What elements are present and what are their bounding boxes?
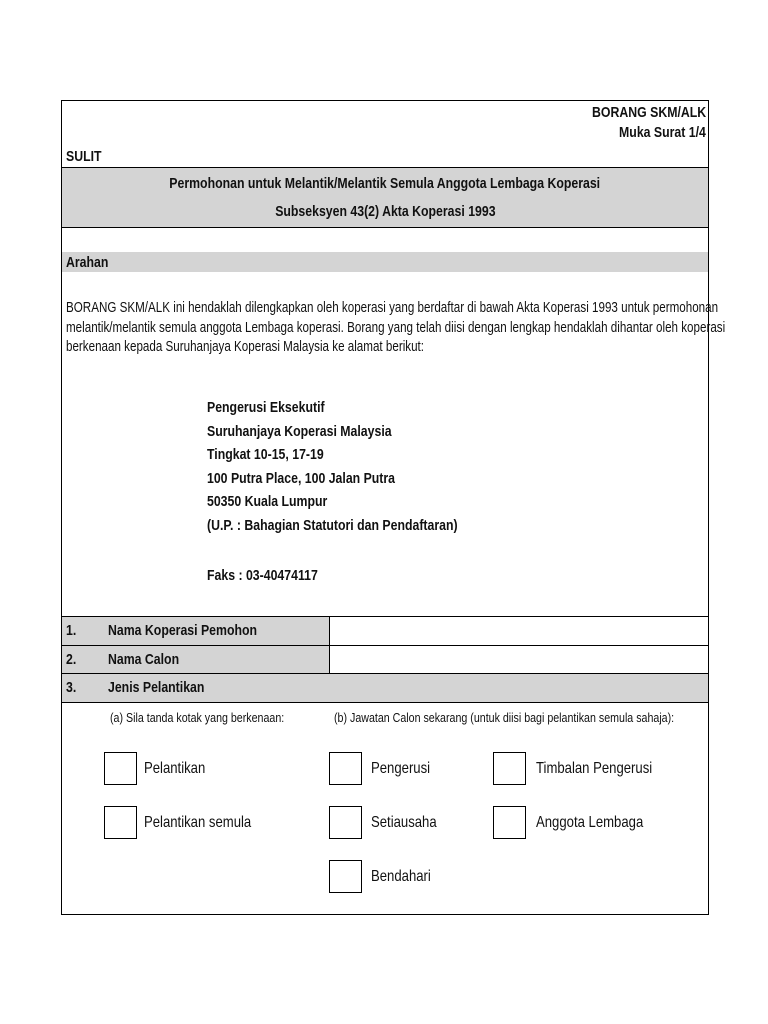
- checkbox-pelantikan-semula[interactable]: [104, 806, 137, 839]
- row-divider: [61, 673, 709, 674]
- fax-number: Faks : 03-40474117: [207, 567, 318, 584]
- row-divider: [61, 702, 709, 703]
- classification-label: SULIT: [66, 148, 102, 165]
- field-label-cell: [62, 646, 329, 674]
- instructions-line: berkenaan kepada Suruhanjaya Koperasi Malaysia ke alamat berikut:: [66, 338, 425, 355]
- checkbox-label: Anggota Lembaga: [536, 814, 644, 831]
- field-label: Nama Koperasi Pemohon: [108, 622, 258, 639]
- checkbox-label: Pelantikan: [144, 760, 206, 777]
- checkbox-pelantikan[interactable]: [104, 752, 137, 785]
- checkbox-setiausaha[interactable]: [329, 806, 362, 839]
- column-divider: [329, 616, 330, 674]
- checkbox-bendahari[interactable]: [329, 860, 362, 893]
- field-label: Nama Calon: [108, 651, 180, 668]
- field-label: Jenis Pelantikan: [108, 679, 205, 696]
- checkbox-label: Bendahari: [371, 868, 431, 885]
- address-line: (U.P. : Bahagian Statutori dan Pendaftaran): [207, 516, 458, 534]
- instructions-heading: Arahan: [66, 254, 109, 271]
- section-a-heading: (a) Sila tanda kotak yang berkenaan:: [110, 710, 285, 725]
- address-line: 100 Putra Place, 100 Jalan Putra: [207, 469, 396, 487]
- candidate-name-field[interactable]: [330, 646, 708, 673]
- page-number: Muka Surat 1/4: [619, 124, 706, 141]
- instructions-line: melantik/melantik semula anggota Lembaga koperasi. Borang yang telah diisi dengan lengkap hendaklah dihantar oleh koperasi: [66, 318, 726, 336]
- checkbox-label: Pengerusi: [371, 760, 431, 777]
- checkbox-pengerusi[interactable]: [329, 752, 362, 785]
- form-code: BORANG SKM/ALK: [591, 104, 706, 121]
- checkbox-label: Pelantikan semula: [144, 814, 252, 831]
- field-number: 3.: [66, 679, 77, 696]
- field-number: 1.: [66, 622, 77, 639]
- checkbox-label: Timbalan Pengerusi: [536, 760, 653, 777]
- address-line: Suruhanjaya Koperasi Malaysia: [207, 422, 392, 440]
- address-line: Tingkat 10-15, 17-19: [207, 446, 324, 463]
- address-block: [207, 396, 513, 537]
- section-b-heading: (b) Jawatan Calon sekarang (untuk diisi bagi pelantikan semula sahaja):: [334, 710, 675, 725]
- instructions-paragraph: [66, 298, 726, 357]
- address-line: Pengerusi Eksekutif: [207, 399, 325, 416]
- row-divider: [61, 616, 709, 617]
- checkbox-anggota-lembaga[interactable]: [493, 806, 526, 839]
- row-divider: [61, 645, 709, 646]
- checkbox-label: Setiausaha: [371, 814, 437, 831]
- instructions-heading-bar: [62, 252, 708, 272]
- address-line: 50350 Kuala Lumpur: [207, 493, 328, 510]
- cooperative-name-field[interactable]: [330, 617, 708, 645]
- instructions-line: BORANG SKM/ALK ini hendaklah dilengkapkan oleh koperasi yang berdaftar di bawah Akta Koperasi 1993 untuk permohonan: [66, 299, 719, 316]
- checkbox-timbalan-pengerusi[interactable]: [493, 752, 526, 785]
- form-title: Permohonan untuk Melantik/Melantik Semula Anggota Lembaga Koperasi: [169, 175, 601, 192]
- form-subtitle: Subseksyen 43(2) Akta Koperasi 1993: [274, 203, 496, 220]
- field-number: 2.: [66, 651, 77, 668]
